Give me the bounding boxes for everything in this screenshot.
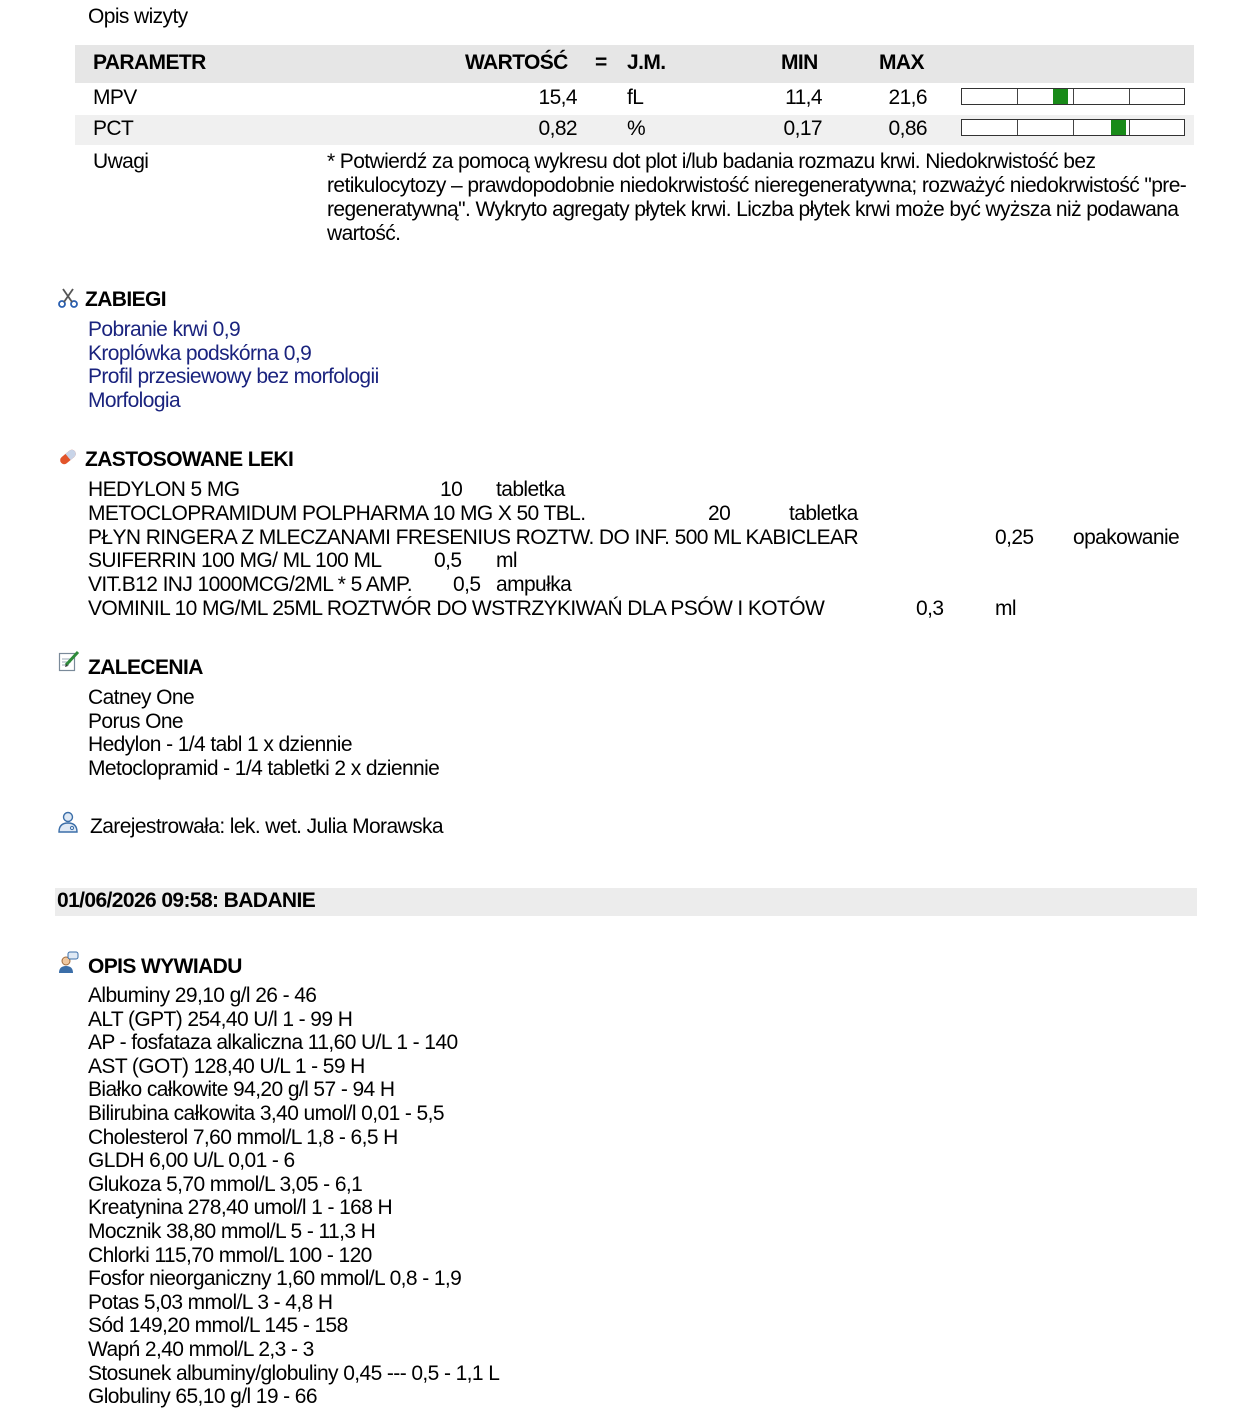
table-row [75,84,1194,114]
lab-result-item: Bilirubina całkowita 3,40 umol/l 0,01 - 5,5 [88,1101,444,1125]
row-min: 11,4 [785,86,822,109]
header-param: PARAMETR [93,51,206,74]
drug-qty: 0,3 [916,597,944,620]
procedure-item[interactable]: Morfologia [88,388,181,412]
drug-name: SUIFERRIN 100 MG/ ML 100 ML [88,549,382,572]
lab-result-item: Kreatynina 278,40 umol/l 1 - 168 H [88,1196,393,1220]
drug-name: PŁYN RINGERA Z MLECZANAMI FRESENIUS ROZTW. DO INF. 500 ML KABICLEAR [88,526,859,549]
recommendations-title: ZALECENIA [88,656,203,679]
drug-name: VIT.B12 INJ 1000MCG/2ML * 5 AMP. [88,573,412,596]
row-min: 0,17 [783,117,822,140]
range-marker [1111,120,1126,135]
drug-qty: 0,25 [995,526,1034,549]
drug-name: HEDYLON 5 MG [88,478,240,501]
recommendations-list [88,686,439,780]
drugs-title: ZASTOSOWANE LEKI [85,448,294,471]
lab-result-item: Wapń 2,40 mmol/L 2,3 - 3 [88,1337,314,1361]
lab-result-item: Globuliny 65,10 g/l 19 - 66 [88,1385,317,1409]
range-marker [1053,89,1068,104]
lab-result-item: Stosunek albuminy/globuliny 0,45 --- 0,5 - 1,1 L [88,1361,500,1385]
range-bar [961,88,1185,105]
capsule-icon [57,446,79,468]
drug-qty: 20 [708,502,731,525]
visit-description-label: Opis wizyty [88,5,188,28]
lab-result-item: Fosfor nieorganiczny 1,60 mmol/L 0,8 - 1,9 [88,1267,462,1291]
range-bar [961,119,1185,136]
header-value: WARTOŚĆ [465,51,568,74]
row-max: 0,86 [888,117,927,140]
drug-qty: 10 [440,478,463,501]
lab-result-item: Sód 149,20 mmol/L 145 - 158 [88,1314,348,1338]
row-unit: % [627,117,646,140]
doctor-icon [57,811,79,833]
history-title: OPIS WYWIADU [88,955,242,978]
results-table-header [75,45,1194,83]
drug-qty: 0,5 [453,573,481,596]
header-unit: J.M. [627,51,666,74]
history-list [88,984,499,1409]
drug-name: METOCLOPRAMIDUM POLPHARMA 10 MG X 50 TBL. [88,502,586,525]
procedures-list [88,318,379,412]
row-param: MPV [93,86,137,109]
exam-header-text: 01/06/2026 09:58: BADANIE [57,889,316,912]
row-value: 15,4 [538,86,577,109]
drug-unit: ml [995,597,1016,620]
notes-label: Uwagi [93,150,149,173]
drug-name: VOMINIL 10 MG/ML 25ML ROZTWÓR DO WSTRZYKIWAŃ DLA PSÓW I KOTÓW [88,597,825,620]
exam-section-header [55,888,1197,916]
table-row [75,115,1194,145]
interview-icon [57,951,79,973]
recommendation-item: Hedylon - 1/4 tabl 1 x dziennie [88,733,352,757]
lab-result-item: ALT (GPT) 254,40 U/l 1 - 99 H [88,1007,353,1031]
procedure-item[interactable]: Pobranie krwi 0,9 [88,318,241,341]
lab-result-item: Białko całkowite 94,20 g/l 57 - 94 H [88,1078,395,1102]
scissors-icon [57,287,79,309]
drug-unit: tabletka [789,502,858,525]
row-max: 21,6 [888,86,927,109]
pencil-note-icon [58,650,80,672]
lab-result-item: Mocznik 38,80 mmol/L 5 - 11,3 H [88,1219,376,1243]
lab-result-item: Glukoza 5,70 mmol/L 3,05 - 6,1 [88,1172,363,1196]
drug-unit: ml [496,549,517,572]
recommendation-item: Metoclopramid - 1/4 tabletki 2 x dziennie [88,756,440,780]
drug-unit: tabletka [496,478,565,501]
procedure-item[interactable]: Profil przesiewowy bez morfologii [88,365,379,389]
recommendation-item: Catney One [88,686,195,709]
drug-unit: ampułka [496,573,572,596]
row-value: 0,82 [538,117,577,140]
drug-qty: 0,5 [434,549,462,572]
header-eq: = [595,51,607,74]
notes-text: * Potwierdź za pomocą wykresu dot plot i/lub badania rozmazu krwi. Niedokrwistość bez retikulocytozy – prawdopodobnie niedokrwistość nieregeneratywna; rozważyć niedokrwistość "pre-regeneratywną". Wykryto agregaty płytek krwi. Liczba płytek krwi może być wyższa niż podawana wartość. [327,150,1187,245]
registered-by: Zarejestrowała: lek. wet. Julia Morawska [90,815,443,838]
procedure-item[interactable]: Kroplówka podskórna 0,9 [88,341,312,365]
header-min: MIN [781,51,818,74]
row-unit: fL [627,86,644,109]
lab-result-item: AP - fosfataza alkaliczna 11,60 U/L 1 - 140 [88,1031,458,1055]
lab-result-item: Cholesterol 7,60 mmol/L 1,8 - 6,5 H [88,1125,398,1149]
lab-result-item: AST (GOT) 128,40 U/L 1 - 59 H [88,1054,365,1078]
procedures-title: ZABIEGI [85,288,166,311]
lab-result-item: Albuminy 29,10 g/l 26 - 46 [88,984,317,1007]
row-param: PCT [93,117,134,140]
drug-unit: opakowanie [1073,526,1180,549]
recommendation-item: Porus One [88,709,183,733]
lab-result-item: Chlorki 115,70 mmol/L 100 - 120 [88,1243,372,1267]
lab-result-item: GLDH 6,00 U/L 0,01 - 6 [88,1149,295,1173]
header-max: MAX [879,51,924,74]
lab-result-item: Potas 5,03 mmol/L 3 - 4,8 H [88,1290,333,1314]
